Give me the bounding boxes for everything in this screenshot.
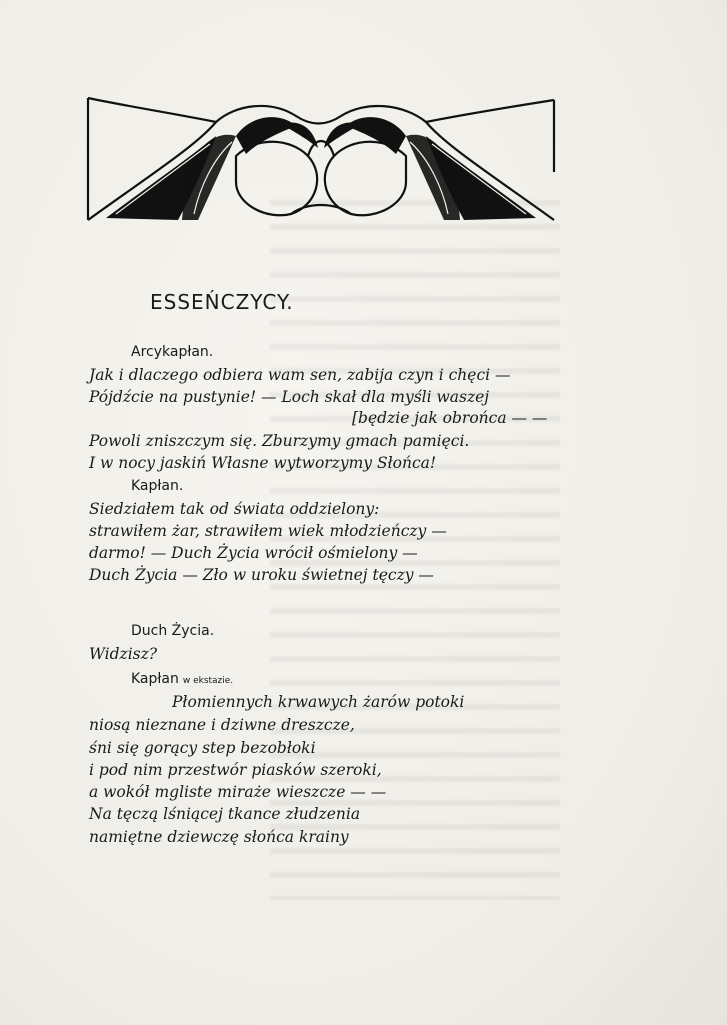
verse-line: Widzisz? xyxy=(89,645,158,663)
verse-line: namiętne dziewczę słońca krainy xyxy=(89,828,349,846)
speaker-kaplan: Kapłan. xyxy=(131,478,184,494)
verse-line: Pójdźcie na pustynie! — Loch skał dla myśli waszej xyxy=(89,388,490,406)
verse-line: niosą nieznane i dziwne dreszcze, xyxy=(89,716,355,734)
speaker-duch-zycia: Duch Życia. xyxy=(131,623,215,639)
verse-line: Płomiennych krwawych żarów potoki xyxy=(172,693,465,711)
verse-line: a wokół mgliste miraże wieszcze — — xyxy=(89,783,387,801)
verse-line: darmo! — Duch Życia wrócił ośmielony — xyxy=(89,544,418,562)
speaker-kaplan-ekstaza xyxy=(131,671,233,687)
verse-line-continuation: [będzie jak obrońca — — xyxy=(352,409,548,427)
verse-line: Duch Życia — Zło w uroku świetnej tęczy — xyxy=(89,566,434,584)
verse-line: I w nocy jaskiń Własne wytworzymy Słońca! xyxy=(89,454,437,472)
speaker-name: Kapłan xyxy=(131,671,179,687)
verse-line: Powoli zniszczym się. Zburzymy gmach pamięci. xyxy=(89,432,470,450)
stage-direction: w ekstazie. xyxy=(182,676,234,686)
verse-line: Siedziałem tak od świata oddzielony: xyxy=(89,500,380,518)
ornament-headpiece-icon xyxy=(86,96,556,226)
verse-line: Jak i dlaczego odbiera wam sen, zabija czyn i chęci — xyxy=(89,366,511,384)
verse-line: śni się gorący step bezobłoki xyxy=(89,739,316,757)
verse-line: strawiłem żar, strawiłem wiek młodzieńczy — xyxy=(89,522,447,540)
speaker-arcykaplan: Arcykapłan. xyxy=(131,344,214,360)
verse-line: Na tęczą lśniącej tkance złudzenia xyxy=(89,805,361,823)
verse-line: i pod nim przestwór piasków szeroki, xyxy=(89,761,382,779)
poem-title: ESSEŃCZYCY. xyxy=(150,290,294,314)
